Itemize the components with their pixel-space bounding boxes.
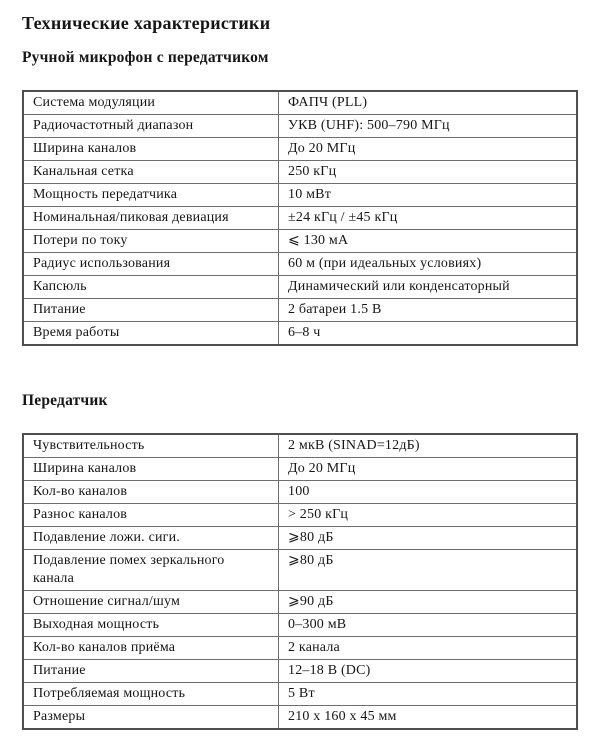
spec-value-cell: 2 канала: [279, 637, 578, 660]
spec-value-cell: До 20 МГц: [279, 138, 578, 161]
spec-label-cell: Мощность передатчика: [23, 184, 279, 207]
spec-label-cell: Питание: [23, 660, 279, 683]
spec-value-cell: 210 x 160 x 45 мм: [279, 706, 578, 730]
spec-label-cell: Разнос каналов: [23, 504, 279, 527]
spec-value-cell: УКВ (UHF): 500–790 МГц: [279, 115, 578, 138]
spec-label-cell: Ширина каналов: [23, 458, 279, 481]
spec-label-cell: Потери по току: [23, 230, 279, 253]
spec-table-transmitter: [22, 433, 578, 730]
table-row: [23, 591, 577, 614]
spec-value-cell: 2 мкВ (SINAD=12дБ): [279, 434, 578, 458]
table-row: [23, 299, 577, 322]
table-row: [23, 504, 577, 527]
spec-label-cell: Подавление помех зеркального канала: [23, 550, 279, 591]
section-handheld-mic: [22, 49, 579, 346]
spec-label-cell: Номинальная/пиковая девиация: [23, 207, 279, 230]
table-row: [23, 660, 577, 683]
table-row: [23, 91, 577, 115]
spec-value-cell: ⩾90 дБ: [279, 591, 578, 614]
spec-value-cell: 6–8 ч: [279, 322, 578, 346]
spec-value-cell: До 20 МГц: [279, 458, 578, 481]
table-row: [23, 276, 577, 299]
spec-value-cell: 100: [279, 481, 578, 504]
spec-label-cell: Радиочастотный диапазон: [23, 115, 279, 138]
spec-value-cell: ФАПЧ (PLL): [279, 91, 578, 115]
spec-value-cell: 250 кГц: [279, 161, 578, 184]
spec-value-cell: ⩽ 130 мА: [279, 230, 578, 253]
table-row: [23, 458, 577, 481]
page-title: Технические характеристики: [22, 13, 271, 33]
spec-label-cell: Выходная мощность: [23, 614, 279, 637]
table-row: [23, 138, 577, 161]
spec-label-cell: Кол-во каналов: [23, 481, 279, 504]
spec-value-cell: ±24 кГц / ±45 кГц: [279, 207, 578, 230]
spec-value-cell: 60 м (при идеальных условиях): [279, 253, 578, 276]
spec-label-cell: Капсюль: [23, 276, 279, 299]
table-row: [23, 637, 577, 660]
spec-label-cell: Чувствительность: [23, 434, 279, 458]
table-row: [23, 207, 577, 230]
section-transmitter: [22, 392, 579, 730]
spec-label-cell: Время работы: [23, 322, 279, 346]
table-row: [23, 683, 577, 706]
spec-label-cell: Питание: [23, 299, 279, 322]
spec-value-cell: 5 Вт: [279, 683, 578, 706]
spec-value-cell: Динамический или конденсаторный: [279, 276, 578, 299]
spec-label-cell: Размеры: [23, 706, 279, 730]
table-row: [23, 161, 577, 184]
spec-label-cell: Потребляемая мощность: [23, 683, 279, 706]
spec-value-cell: ⩾80 дБ: [279, 527, 578, 550]
spec-value-cell: 0–300 мВ: [279, 614, 578, 637]
spec-value-cell: > 250 кГц: [279, 504, 578, 527]
spec-value-cell: 12–18 В (DC): [279, 660, 578, 683]
spec-label-cell: Канальная сетка: [23, 161, 279, 184]
spec-label-cell: Кол-во каналов приёма: [23, 637, 279, 660]
table-row: [23, 115, 577, 138]
spec-value-cell: ⩾80 дБ: [279, 550, 578, 591]
table-row: [23, 527, 577, 550]
table-row: [23, 184, 577, 207]
spec-value-cell: 2 батареи 1.5 В: [279, 299, 578, 322]
section-heading-handheld-mic: Ручной микрофон с передатчиком: [22, 49, 269, 66]
spec-label-cell: Радиус использования: [23, 253, 279, 276]
spec-label-cell: Отношение сигнал/шум: [23, 591, 279, 614]
table-row: [23, 322, 577, 346]
table-row: [23, 481, 577, 504]
spec-value-cell: 10 мВт: [279, 184, 578, 207]
table-row: [23, 253, 577, 276]
table-row: [23, 550, 577, 591]
table-row: [23, 614, 577, 637]
spec-label-cell: Ширина каналов: [23, 138, 279, 161]
spec-table-handheld-mic: [22, 90, 578, 346]
table-row: [23, 706, 577, 730]
section-heading-transmitter: Передатчик: [22, 392, 108, 409]
table-row: [23, 434, 577, 458]
spec-label-cell: Подавление ложи. сиги.: [23, 527, 279, 550]
spec-label-cell: Система модуляции: [23, 91, 279, 115]
table-row: [23, 230, 577, 253]
